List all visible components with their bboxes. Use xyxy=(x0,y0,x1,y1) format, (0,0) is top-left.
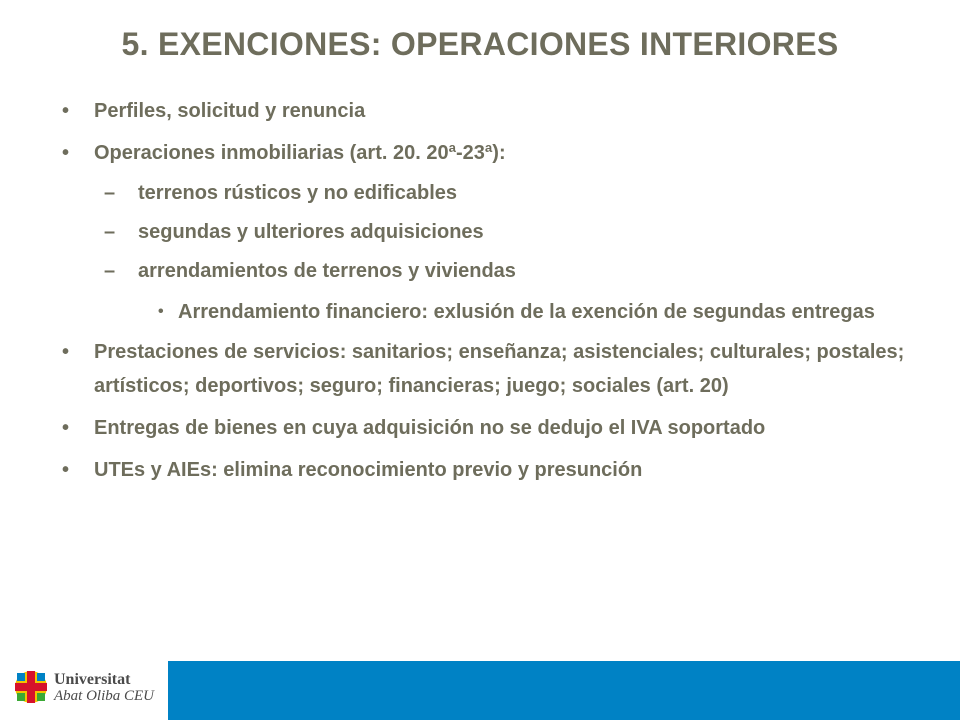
bullet-marker: • xyxy=(62,100,70,122)
slide-title: 5. EXENCIONES: OPERACIONES INTERIORES xyxy=(121,26,839,62)
bullet-marker: • xyxy=(62,417,70,439)
list-item-text: Perfiles, solicitud y renuncia xyxy=(94,100,366,122)
bullet-list xyxy=(60,94,920,495)
list-item xyxy=(60,411,920,445)
dash-marker: – xyxy=(104,221,116,243)
list-item-text: Operaciones inmobiliarias (art. 20. 20ª-23ª): xyxy=(94,142,506,164)
logo-text xyxy=(54,671,154,705)
bullet-marker: • xyxy=(62,341,70,363)
sub-list-item-text: segundas y ulteriores adquisiciones xyxy=(138,221,484,243)
sub-sub-list-item xyxy=(60,295,920,329)
list-item-text: Entregas de bienes en cuya adquisición no se dedujo el IVA soportado xyxy=(94,417,766,439)
footer-bar xyxy=(168,661,960,720)
sub-list-item xyxy=(60,254,920,288)
sub-list-item xyxy=(60,176,920,210)
list-item-text: Prestaciones de servicios: sanitarios; enseñanza; asistenciales; culturales; postales; artísticos; deportivos; seguro; financieras; juego; sociales (art. 20) xyxy=(94,341,905,397)
logo-line-name: Abat Oliba CEU xyxy=(54,688,154,704)
university-logo xyxy=(14,665,164,717)
list-item xyxy=(60,453,920,487)
bullet-marker: • xyxy=(62,459,70,481)
dash-marker: – xyxy=(104,182,116,204)
sub-list-item xyxy=(60,215,920,249)
bullet-marker: • xyxy=(62,142,70,164)
list-item xyxy=(60,94,920,128)
list-item xyxy=(60,136,920,170)
sub-list-item-text: arrendamientos de terrenos y viviendas xyxy=(138,260,516,282)
sub-sub-list-item-text: Arrendamiento financiero: exlusión de la exención de segundas entregas xyxy=(178,301,875,323)
list-item xyxy=(60,335,920,403)
dash-marker: – xyxy=(104,260,116,282)
logo-cross-icon xyxy=(14,665,48,717)
sub-list-item-text: terrenos rústicos y no edificables xyxy=(138,182,457,204)
logo-line-university: Universitat xyxy=(54,671,131,688)
bullet-marker: • xyxy=(158,303,164,320)
list-item-text: UTEs y AIEs: elimina reconocimiento previo y presunción xyxy=(94,459,643,481)
